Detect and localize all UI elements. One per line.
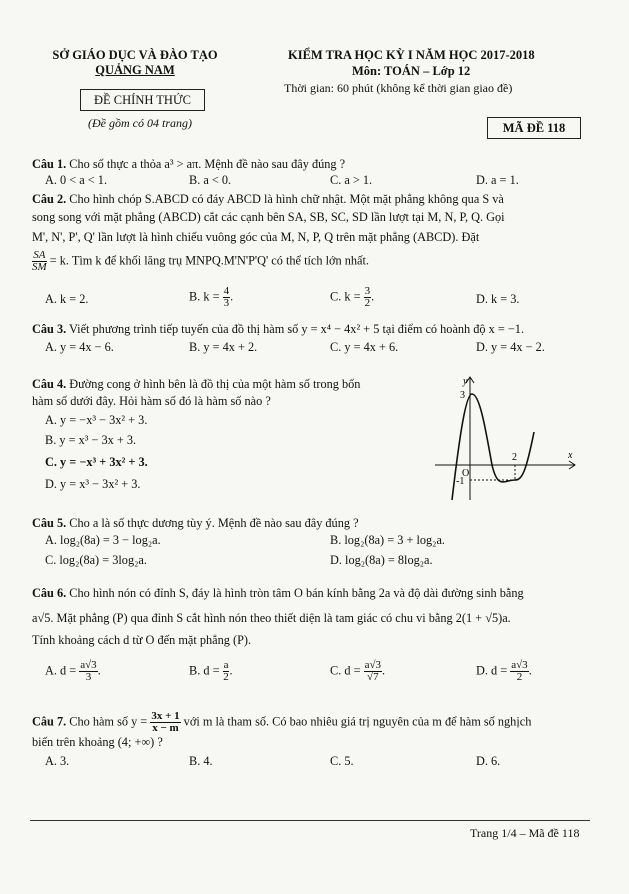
- q6-option-c: C. d = $\frac{a√3}{√7}$ .: [330, 659, 386, 683]
- question-text-post: với m là tham số. Có bao nhiêu giá trị nguyên của m để hàm số nghịch: [183, 714, 532, 729]
- q2-line3: M', N', P', Q' lần lượt là hình chiếu vuông góc của M, N, P, Q trên mặt phẳng (ABCD). Đặt: [32, 230, 480, 244]
- q6-option-b: B. d = $\frac{a}{2}$ .: [189, 659, 233, 683]
- q2-line4: [32, 250, 369, 273]
- q2-line2: song song với mặt phẳng (ABCD) cắt các cạnh bên SA, SB, SC, SD lần lượt tại M, N, P, Q. Gọi: [32, 210, 505, 224]
- q4-option-b: B. y = x³ − 3x + 3.: [45, 433, 137, 447]
- q3-option-d: D. y = 4x − 2.: [476, 340, 545, 354]
- question-6: [32, 585, 524, 601]
- question-text-line1: Cho hình nón có đỉnh S, đáy là hình tròn tâm O bán kính bằng 2a và độ dài đường sinh bằng: [69, 586, 524, 600]
- exam-time: Thời gian: 60 phút (không kể thời gian giao đề): [284, 81, 513, 95]
- q7-option-b: B. 4.: [189, 754, 213, 768]
- q1-option-b: B. a < 0.: [189, 173, 232, 187]
- page-footer: Trang 1/4 – Mã đề 118: [470, 826, 580, 840]
- question-label: Câu 5.: [32, 516, 67, 530]
- y-label: y: [463, 376, 468, 387]
- question-1: [32, 156, 345, 172]
- question-label: Câu 2.: [32, 192, 67, 206]
- q2-option-a: A. k = 2.: [45, 292, 89, 306]
- origin-label: O: [462, 468, 470, 479]
- ratio-fraction: $\frac{SA}{SM}$: [32, 249, 47, 273]
- q6-option-d: D. d = $\frac{a√3}{2}$ .: [476, 659, 532, 683]
- q3-option-c: C. y = 4x + 6.: [330, 340, 399, 354]
- q5-option-c: C. log₂(8a) = 3log₂a.: [45, 553, 147, 567]
- question-5: [32, 515, 359, 531]
- q4-option-c: C. y = −x³ + 3x² + 3.: [45, 455, 148, 469]
- q7-option-d: D. 6.: [476, 754, 501, 768]
- exam-title: KIỂM TRA HỌC KỲ I NĂM HỌC 2017-2018: [288, 48, 535, 62]
- q7-line2: biến trên khoảng (4; +∞) ?: [32, 735, 163, 749]
- q7-option-c: C. 5.: [330, 754, 354, 768]
- province-name: QUẢNG NAM: [95, 63, 175, 77]
- q2-line4-text: = k. Tìm k để khối lăng trụ MNPQ.M'N'P'Q' có thể tích lớn nhất.: [49, 253, 369, 268]
- function-fraction: $\frac{3x + 1}{x - m}$: [151, 710, 180, 734]
- question-text: Viết phương trình tiếp tuyến của đồ thị hàm số y = x⁴ − 4x² + 5 tại điểm có hoành độ x = −1.: [69, 322, 525, 336]
- question-label: Câu 4.: [32, 377, 67, 391]
- question-label: Câu 3.: [32, 322, 67, 336]
- exam-subject: Môn: TOÁN – Lớp 12: [352, 64, 471, 78]
- q2-option-d: D. k = 3.: [476, 292, 520, 306]
- q1-option-c: C. a > 1.: [330, 173, 373, 187]
- tick-3: 3: [460, 390, 465, 401]
- exam-code: MÃ ĐỀ 118: [502, 121, 566, 135]
- q4-option-a: A. y = −x³ − 3x² + 3.: [45, 413, 148, 427]
- tick-2: 2: [512, 452, 517, 463]
- q3-option-b: B. y = 4x + 2.: [189, 340, 258, 354]
- function-graph: [430, 372, 580, 504]
- question-text: Cho số thực a thỏa a³ > aπ. Mệnh đề nào sau đây đúng ?: [69, 157, 346, 171]
- q6-option-a: A. d = $\frac{a√3}{3}$ .: [45, 659, 101, 683]
- question-3: [32, 321, 524, 337]
- official-badge: [80, 89, 205, 111]
- q4-line2: hàm số dưới đây. Hỏi hàm số đó là hàm số nào ?: [32, 394, 271, 408]
- q3-option-a: A. y = 4x − 6.: [45, 340, 114, 354]
- q5-option-a: A. log₂(8a) = 3 − log₂a.: [45, 533, 161, 547]
- x-label: x: [568, 450, 573, 461]
- question-2: [32, 191, 504, 207]
- q4-option-d: D. y = x³ − 3x² + 3.: [45, 477, 141, 491]
- question-text-line1: Cho hình chóp S.ABCD có đáy ABCD là hình chữ nhật. Một mặt phẳng không qua S và: [69, 192, 504, 206]
- question-7: [32, 711, 531, 734]
- exam-code-box: [487, 117, 581, 139]
- q6-line2: a√5. Mặt phẳng (P) qua đỉnh S cắt hình nón theo thiết diện là tam giác có chu vi bằng 2(1 + √5)a.: [32, 611, 511, 625]
- question-label: Câu 6.: [32, 586, 67, 600]
- q7-option-a: A. 3.: [45, 754, 70, 768]
- tick-minus-1: -1: [456, 476, 465, 487]
- q1-option-a: A. 0 < a < 1.: [45, 173, 108, 187]
- q1-option-d: D. a = 1.: [476, 173, 519, 187]
- question-4: [32, 376, 360, 392]
- q6-line3: Tính khoảng cách d từ O đến mặt phẳng (P).: [32, 633, 252, 647]
- question-text-line1: Đường cong ở hình bên là đồ thị của một hàm số trong bốn: [69, 377, 361, 391]
- pages-note: (Đề gồm có 04 trang): [88, 116, 192, 130]
- question-text: Cho a là số thực dương tùy ý. Mệnh đề nào sau đây đúng ?: [69, 516, 359, 530]
- q2-option-b: B. k = $\frac{4}{3}$ .: [189, 285, 234, 309]
- q5-option-d: D. log₂(8a) = 8log₂a.: [330, 553, 433, 567]
- footer-rule: [30, 820, 590, 821]
- question-label: Câu 7.: [32, 714, 67, 729]
- q5-option-b: B. log₂(8a) = 3 + log₂a.: [330, 533, 445, 547]
- official-label: ĐỀ CHÍNH THỨC: [94, 93, 191, 107]
- department-name: SỞ GIÁO DỤC VÀ ĐÀO TẠO: [52, 48, 218, 62]
- question-label: Câu 1.: [32, 157, 67, 171]
- question-text-pre: Cho hàm số y =: [69, 714, 148, 729]
- q2-option-c: C. k = $\frac{3}{2}$ .: [330, 285, 375, 309]
